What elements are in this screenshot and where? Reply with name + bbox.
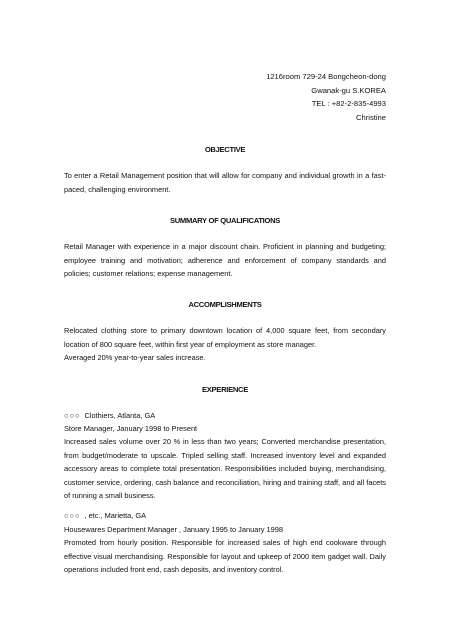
phone-line: TEL : +82-2-835-4993 — [311, 99, 386, 109]
job-title: Store Manager, January 1998 to Present — [64, 424, 198, 434]
employer-placeholder-marker: ○○○ — [64, 511, 81, 521]
accomplishments-text — [64, 324, 386, 364]
job-title: Housewares Department Manager , January 1995 to January 1998 — [64, 524, 283, 534]
resume-page — [64, 70, 386, 584]
employer-name: Clothiers, Atlanta, GA — [84, 410, 156, 420]
address-line-1: 1216room 729-24 Bongcheon-dong — [266, 72, 386, 81]
accomplishments-heading: ACCOMPLISHMENTS — [188, 300, 262, 310]
experience-heading: EXPERIENCE — [202, 384, 248, 394]
summary-text: Retail Manager with experience in a major discount chain. Proficient in planning and budgeting; employee training and motivation; adherence and enforcement of company standards and policies; customer relations; expense management. — [64, 242, 386, 278]
applicant-name: Christine — [356, 112, 386, 122]
address-line-2: Gwanak-gu S.KOREA — [311, 85, 386, 95]
employer-line — [64, 509, 386, 522]
experience-entry-1 — [64, 409, 386, 503]
employer-name: , etc., Marietta, GA — [84, 511, 147, 521]
employer-placeholder-marker: ○○○ — [64, 410, 81, 420]
accomplishment-line-2: Averaged 20% year-to-year sales increase. — [64, 353, 206, 363]
experience-entry-2 — [64, 509, 386, 576]
summary-heading: SUMMARY OF QUALIFICATIONS — [169, 216, 281, 226]
objective-heading: OBJECTIVE — [204, 145, 246, 155]
job-description: Promoted from hourly position. Responsible for increased sales of high end cookware through effective visual merchandising. Responsible for layout and upkeep of 2000 item gadget wall. Daily operations included front end, cash deposits, and inventory control. — [64, 538, 386, 575]
contact-block — [64, 70, 386, 124]
job-description: Increased sales volume over 20 % in less than two years; Converted merchandise presentation, from budget/moderate to upscale. Tripled selling staff. Increased inventory level and expanded accessory areas to complete total presentation. Responsibilities included buying, merchandising, customer service, ordering, cash balance and reconciliation, hiring and training staff, and all facets of running a small business. — [64, 437, 386, 501]
employer-line — [64, 409, 386, 422]
accomplishment-line-1: Relocated clothing store to primary downtown location of 4,000 square feet, from secondary location of 800 square feet, within first year of employment as store manager. — [64, 326, 386, 349]
objective-text: To enter a Retail Management position that will allow for company and individual growth in a fast-paced, challenging environment. — [64, 171, 386, 194]
